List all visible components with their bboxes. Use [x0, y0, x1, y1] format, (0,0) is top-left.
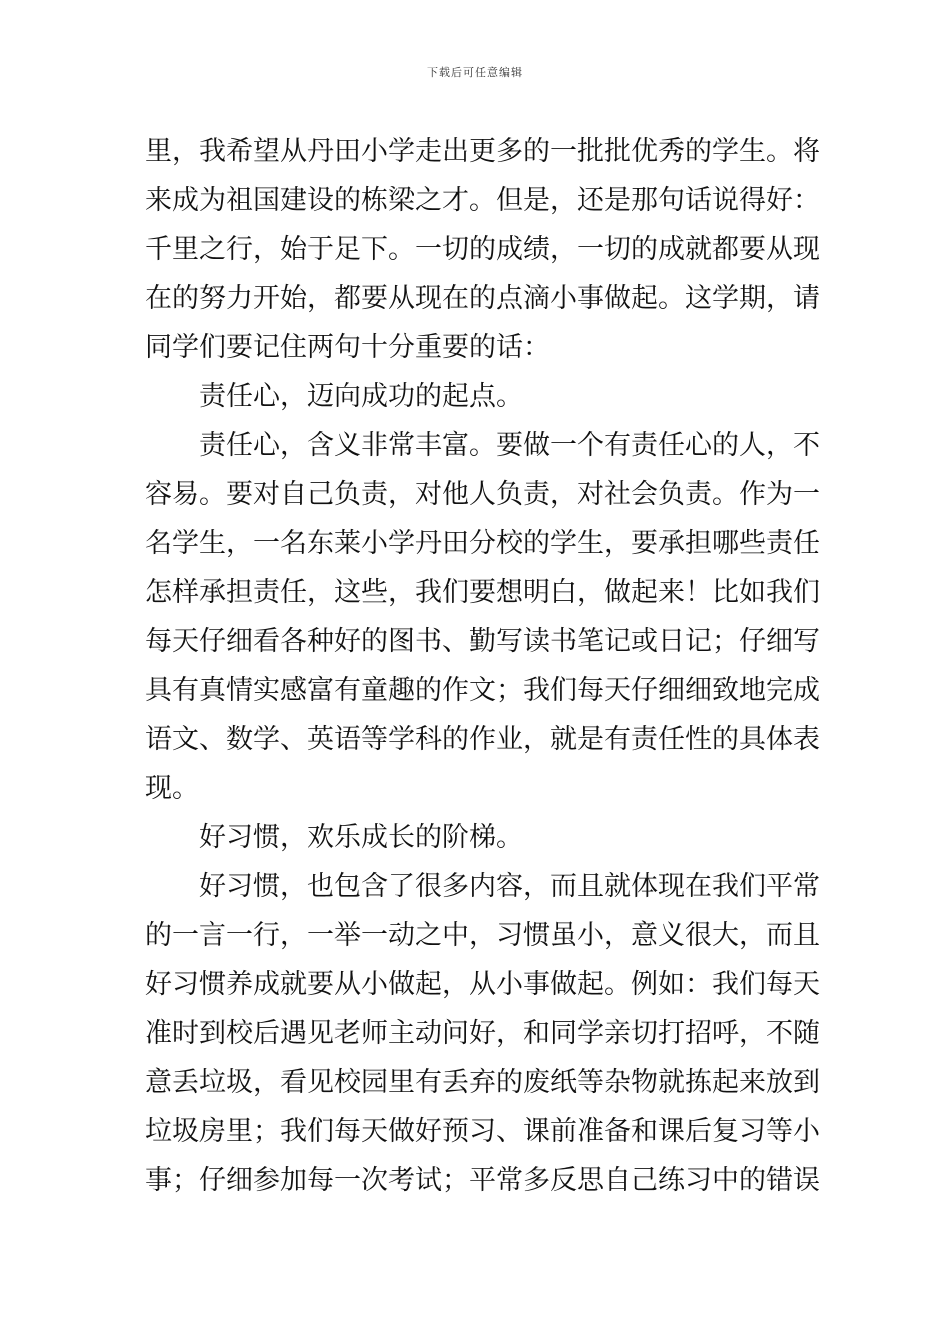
text-line: 怎样承担责任，这些，我们要想明白，做起来！比如我们 — [145, 577, 820, 608]
text-line: 每天仔细看各种好的图书、勤写读书笔记或日记；仔细写 — [145, 626, 820, 657]
text-line: 事；仔细参加每一次考试；平常多反思自己练习中的错误 — [145, 1165, 820, 1196]
text-line: 来成为祖国建设的栋梁之才。但是，还是那句话说得好： — [145, 185, 820, 216]
text-line: 责任心，含义非常丰富。要做一个有责任心的人，不 — [199, 430, 820, 461]
text-line: 现。 — [145, 773, 199, 804]
text-line: 好习惯养成就要从小做起，从小事做起。例如：我们每天 — [145, 969, 820, 1000]
text-line: 的一言一行，一举一动之中，习惯虽小，意义很大，而且 — [145, 920, 820, 951]
section-heading: 好习惯，欢乐成长的阶梯。 — [199, 822, 523, 853]
text-line: 在的努力开始，都要从现在的点滴小事做起。这学期，请 — [145, 283, 820, 314]
document-body — [145, 127, 820, 1205]
text-line: 意丢垃圾，看见校园里有丢弃的废纸等杂物就拣起来放到 — [145, 1067, 820, 1098]
text-line: 同学们要记住两句十分重要的话： — [145, 332, 550, 363]
text-line: 容易。要对自己负责，对他人负责，对社会负责。作为一 — [145, 479, 820, 510]
text-line: 语文、数学、英语等学科的作业，就是有责任性的具体表 — [145, 724, 820, 755]
text-line: 千里之行，始于足下。一切的成绩，一切的成就都要从现 — [145, 234, 820, 265]
text-line: 名学生，一名东莱小学丹田分校的学生，要承担哪些责任 — [145, 528, 820, 559]
text-line: 好习惯，也包含了很多内容，而且就体现在我们平常 — [199, 871, 820, 902]
text-line: 准时到校后遇见老师主动问好，和同学亲切打招呼，不随 — [145, 1018, 820, 1049]
page-header: 下载后可任意编辑 — [427, 66, 523, 79]
text-line: 里，我希望从丹田小学走出更多的一批批优秀的学生。将 — [145, 136, 820, 167]
text-line: 垃圾房里；我们每天做好预习、课前准备和课后复习等小 — [145, 1116, 820, 1147]
section-heading: 责任心，迈向成功的起点。 — [199, 381, 523, 412]
text-line: 具有真情实感富有童趣的作文；我们每天仔细细致地完成 — [145, 675, 820, 706]
